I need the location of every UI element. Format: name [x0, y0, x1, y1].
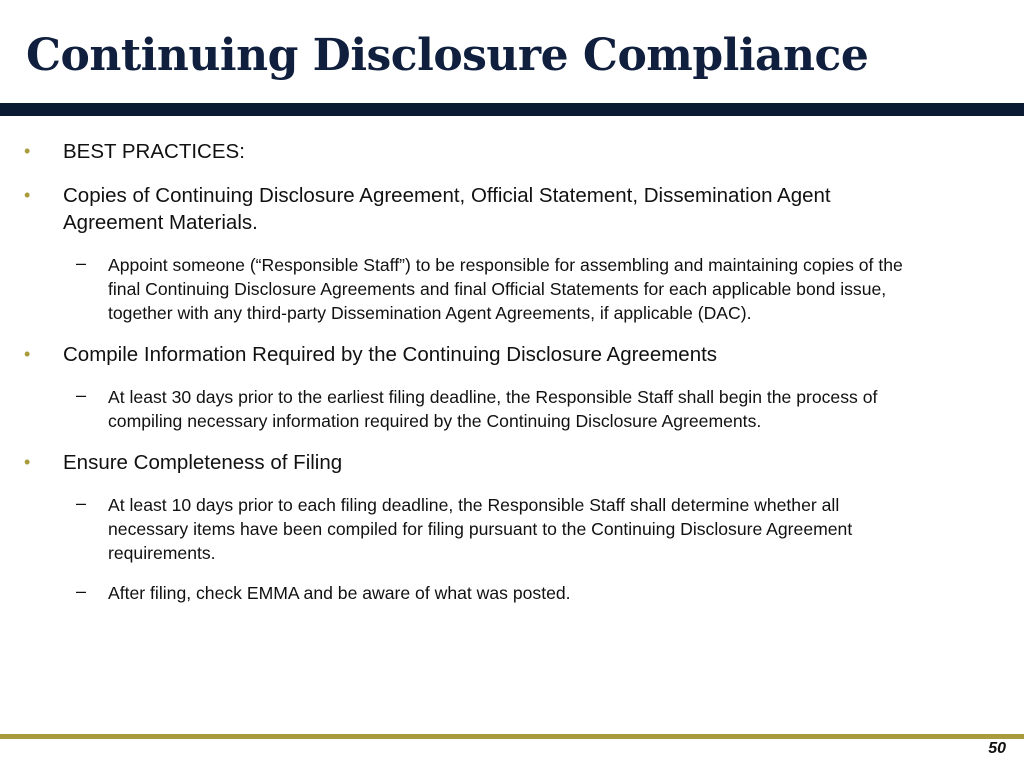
sub-bullet-appoint-staff — [0, 253, 908, 325]
sub-bullet-10-days — [0, 493, 908, 565]
bullet-icon: • — [24, 344, 31, 364]
dash-icon: – — [76, 253, 87, 273]
bullet-icon: • — [24, 185, 31, 205]
slide-title: Continuing Disclosure Compliance — [26, 30, 869, 81]
dash-icon: – — [76, 581, 87, 601]
bullet-best-practices — [0, 138, 923, 165]
bullet-text: Copies of Continuing Disclosure Agreement, Official Statement, Dissemination Agent Agreement Materials. — [63, 184, 831, 234]
bullet-compile-information — [0, 341, 923, 368]
page-number: 50 — [988, 740, 1006, 757]
sub-bullet-text: At least 10 days prior to each filing deadline, the Responsible Staff shall determine whether all necessary items have been compiled for filing pursuant to the Continuing Disclosure Agreement requirements. — [108, 495, 853, 563]
title-underline-bar — [0, 103, 1024, 116]
dash-icon: – — [76, 493, 87, 513]
slide-content — [0, 138, 1024, 621]
sub-bullet-text: Appoint someone (“Responsible Staff”) to be responsible for assembling and maintaining copies of the final Continuing Disclosure Agreements and final Official Statements for each applicable bond issue, together with any third-party Dissemination Agent Agreements, if applicable (DAC). — [108, 255, 903, 323]
sub-bullet-check-emma — [0, 581, 908, 605]
bullet-icon: • — [24, 452, 31, 472]
footer-bar — [0, 734, 1024, 739]
sub-bullet-text: At least 30 days prior to the earliest filing deadline, the Responsible Staff shall begin the process of compiling necessary information required by the Continuing Disclosure Agreements. — [108, 387, 878, 431]
bullet-ensure-completeness — [0, 449, 923, 476]
dash-icon: – — [76, 385, 87, 405]
bullet-text: Ensure Completeness of Filing — [63, 451, 343, 474]
bullet-icon: • — [24, 141, 31, 161]
bullet-copies — [0, 182, 923, 236]
sub-bullet-30-days — [0, 385, 908, 433]
bullet-text: BEST PRACTICES: — [63, 140, 245, 163]
bullet-text: Compile Information Required by the Continuing Disclosure Agreements — [63, 343, 718, 366]
sub-bullet-text: After filing, check EMMA and be aware of what was posted. — [108, 583, 571, 603]
